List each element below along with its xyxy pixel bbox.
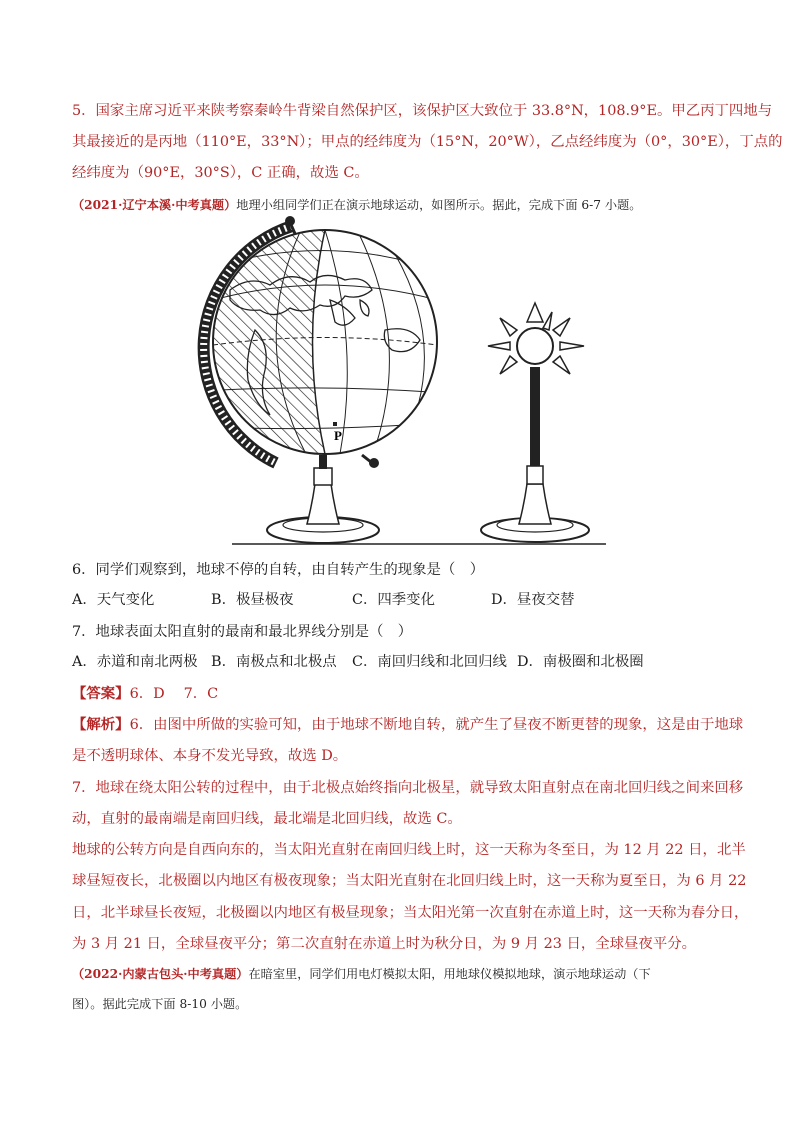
q6-stem: 6．同学们观察到，地球不停的自转，由自转产生的现象是（ ）: [72, 562, 485, 578]
answer-line: [72, 684, 732, 704]
source-tag: （2022·内蒙古包头·中考真题）: [72, 967, 249, 981]
sun-lamp: [481, 303, 589, 542]
analysis-line-6: 球昼短夜长，北极圈以内地区有极夜现象；当太阳光直射在北回归线上时，这一天称为夏至日，为 6 月 22: [72, 873, 747, 889]
q7-option-d: D．南极圈和北极圈: [517, 654, 644, 670]
analysis-line-7: 日，北半球昼长夜短，北极圈以内地区有极昼现象；当太阳光第一次直射在赤道上时，这一天称为春分日，: [72, 905, 749, 921]
q7-option-b: B．南极点和北极点: [211, 654, 337, 670]
answer-label: 【答案】: [72, 685, 130, 702]
analysis-line-4: 动，直射的最南端是南回归线，最北端是北回归线，故选 C。: [72, 811, 462, 827]
q6-option-d: D．昼夜交替: [491, 592, 575, 608]
question-intro: 地理小组同学们正在演示地球运动，如图所示。据此，完成下面 6-7 小题。: [236, 198, 642, 212]
analysis-text: 6．由图中所做的实验可知，由于地球不断地自转，就产生了昼夜不断更替的现象，这是由于地球: [129, 717, 744, 733]
globe-stand: [267, 455, 379, 543]
q7-option-a: A．赤道和南北两极: [72, 654, 198, 670]
question-intro-line-1: 在暗室里，同学们用电灯模拟太阳，用地球仪模拟地球，演示地球运动（下: [248, 967, 651, 981]
point-p-label: P: [334, 428, 342, 443]
analysis-line-2: 是不透明球体、本身不发光导致，故选 D。: [72, 748, 348, 764]
q6-option-a: A．天气变化: [72, 592, 155, 608]
analysis-line-5: 地球的公转方向是自西向东的，当太阳光直射在南回归线上时，这一天称为冬至日，为 12 月 22 日，北半: [72, 842, 746, 858]
globe-sphere: [213, 230, 437, 454]
sun-icon: [517, 328, 553, 364]
q7-option-c: C．南回归线和北回归线: [352, 654, 507, 670]
point-p-marker: [333, 422, 337, 426]
source-tag: （2021·辽宁本溪·中考真题）: [72, 198, 237, 212]
analysis-label: 【解析】: [72, 716, 130, 733]
answer-text: 6．D 7．C: [129, 686, 219, 702]
q5-explanation-line-3: 经纬度为（90°E，30°S），C 正确，故选 C。: [72, 165, 369, 181]
analysis-line-3: 7．地球在绕太阳公转的过程中，由于北极点始终指向北极星，就导致太阳直射点在南北回归线之间来回移: [72, 780, 744, 796]
q6-option-b: B．极昼极夜: [211, 592, 294, 608]
q5-explanation-line-1: 5．国家主席习近平来陕考察秦岭牛背梁自然保护区，该保护区大致位于 33.8°N，108.9°E。甲乙丙丁四地与: [72, 103, 773, 119]
q7-stem: 7．地球表面太阳直射的最南和最北界线分别是（ ）: [72, 624, 413, 640]
q6-option-c: C．四季变化: [352, 592, 435, 608]
question-group-header-2022: [72, 964, 732, 984]
analysis-line-1: [72, 715, 744, 735]
analysis-line-8: 为 3 月 21 日，全球昼夜平分；第二次直射在赤道上时为秋分日，为 9 月 23 日，全球昼夜平分。: [72, 936, 696, 952]
question-intro-line-2: 图）。据此完成下面 8-10 小题。: [72, 997, 248, 1011]
q5-explanation-line-2: 其最接近的是丙地（110°E，33°N）；甲点的经纬度为（15°N，20°W），乙点经纬度为（0°，30°E），丁点的: [72, 134, 783, 150]
